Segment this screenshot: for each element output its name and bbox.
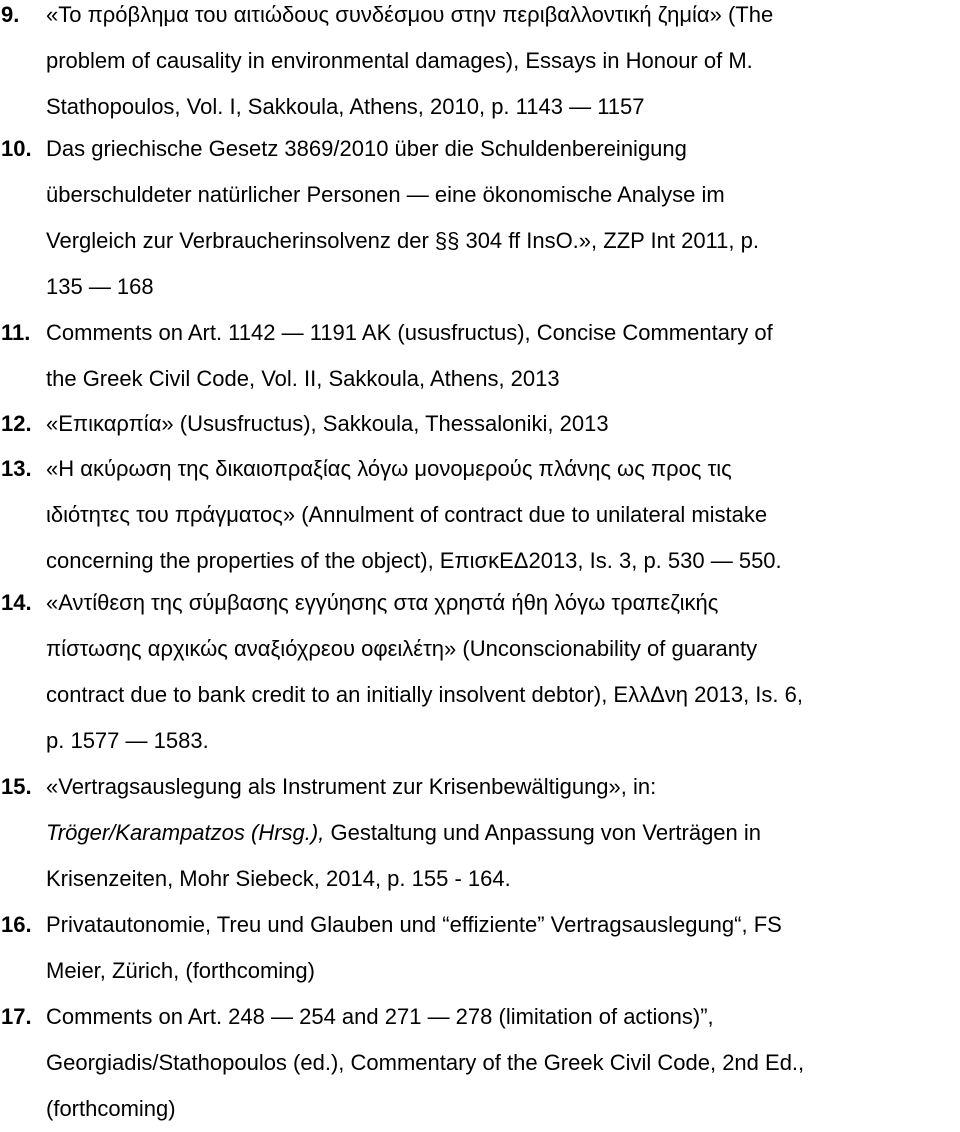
reference-line: Georgiadis/Stathopoulos (ed.), Commentary of the Greek Civil Code, 2nd Ed., [46,1050,805,1075]
reference-line: Comments on Art. 248 — 254 and 271 — 278 (limitation of actions)”, [46,1004,714,1029]
reference-number: 9. [1,2,20,27]
reference-line: Das griechische Gesetz 3869/2010 über die Schuldenbereinigung [46,136,687,161]
reference-line: Krisenzeiten, Mohr Siebeck, 2014, p. 155 - 164. [46,866,511,891]
reference-number: 16. [1,912,32,937]
reference-line-with-editors [46,810,954,856]
reference-number: 12. [1,411,32,436]
reference-line: Vergleich zur Verbraucherinsolvenz der §§ 304 ff InsO.», ZZP Int 2011, p. [46,228,759,253]
reference-line: «Το πρόβλημα του αιτιώδους συνδέσμου στην περιβαλλοντική ζημία» (The [46,2,774,27]
reference-line: überschuldeter natürlicher Personen — eine ökonomische Analyse im [46,182,725,207]
reference-line: «Επικαρπία» (Ususfructus), Sakkoula, Thessaloniki, 2013 [46,411,609,436]
reference-line: ιδιότητες του πράγματος» (Annulment of contract due to unilateral mistake [46,502,768,527]
reference-editors: Tröger/Karampatzos (Hrsg.), [46,820,325,845]
reference-line: Comments on Art. 1142 — 1191 AK (ususfructus), Concise Commentary of [46,320,773,345]
reference-line: Stathopoulos, Vol. I, Sakkoula, Athens, 2010, p. 1143 — 1157 [46,94,645,119]
reference-line: «Vertragsauslegung als Instrument zur Krisenbewältigung», in: [46,774,657,799]
reference-line: problem of causality in environmental damages), Essays in Honour of M. [46,48,753,73]
reference-line: p. 1577 — 1583. [46,728,209,753]
reference-number: 13. [1,456,32,481]
reference-line: 135 — 168 [46,274,154,299]
reference-line-rest: Gestaltung und Anpassung von Verträgen in [330,820,762,845]
reference-line: (forthcoming) [46,1096,176,1121]
reference-number: 15. [1,774,32,799]
reference-line: «Η ακύρωση της δικαιοπραξίας λόγω μονομερούς πλάνης ως προς τις [46,456,732,481]
reference-number: 10. [1,136,32,161]
reference-number: 14. [1,590,32,615]
reference-line: the Greek Civil Code, Vol. II, Sakkoula, Athens, 2013 [46,366,560,391]
reference-line: πίστωσης αρχικώς αναξιόχρεου οφειλέτη» (Unconscionability of guaranty [46,636,758,661]
reference-number: 17. [1,1004,32,1029]
reference-line: contract due to bank credit to an initially insolvent debtor), ΕλλΔνη 2013, Is. 6, [46,682,803,707]
reference-line: «Αντίθεση της σύμβασης εγγύησης στα χρηστά ήθη λόγω τραπεζικής [46,590,719,615]
reference-number: 11. [1,320,31,345]
reference-line: Privatautonomie, Treu und Glauben und “effiziente” Vertragsauslegung“, FS [46,912,782,937]
reference-line: concerning the properties of the object), ΕπισκΕΔ2013, Is. 3, p. 530 — 550. [46,548,782,573]
reference-line: Meier, Zürich, (forthcoming) [46,958,315,983]
